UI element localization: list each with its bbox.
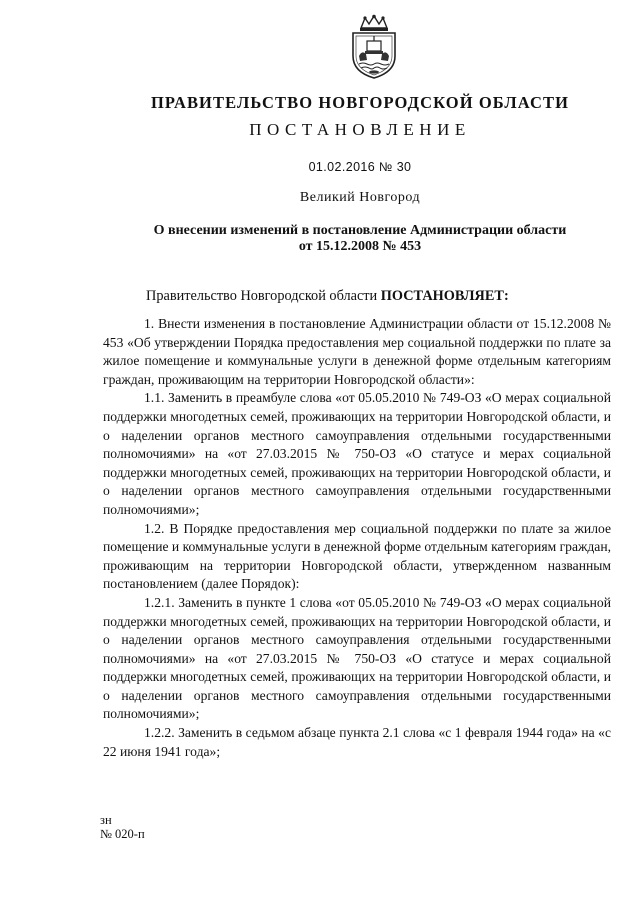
paragraph-1-2: 1.2. В Порядке предоставления мер социальной поддержки по плате за жилое помещение и коммунальные услуги в денежной форме отдельным категориям граждан, проживающим на территории Новгородской области, утвержденном названным постановлением (далее Порядок): (103, 520, 611, 592)
date-and-number: 01.02.2016 № 30 (308, 160, 412, 174)
document-footer (100, 813, 145, 841)
intro-prefix: Правительство Новгородской области (146, 288, 381, 304)
city: Великий Новгород (299, 190, 421, 205)
paragraph-1-2-2: 1.2.2. Заменить в седьмом абзаце пункта 2.1 слова «с 1 февраля 1944 года» на «с 22 июня 1941 года»; (103, 725, 611, 759)
coat-of-arms-emblem (343, 14, 405, 80)
paragraph-1: 1. Внести изменения в постановление Администрации области от 15.12.2008 № 453 «Об утверждении Порядка предоставления мер социальной поддержки по плате за жилое помещение и коммунальные услуги в денежной форме отдельным категориям граждан, проживающим на территории Новгородской области»: (103, 316, 611, 387)
footer-number: № 020-п (100, 827, 145, 841)
paragraph-1-2-1: 1.2.1. Заменить в пункте 1 слова «от 05.05.2010 № 749-ОЗ «О мерах социальной поддержки многодетных семей, проживающих на территории Новгородской области, и о наделении органов местного самоуправления отдельными государственными полномочиями» на «от 27.03.2015 № 750-ОЗ «О статусе и мерах социальной поддержки многодетных семей, проживающих на территории Новгородской области, и о наделении органов местного самоуправления отдельными государственными полномочиями»; (103, 594, 611, 722)
footer-initials: зн (100, 813, 112, 827)
subject-line-1: О внесении изменений в постановление Администрации области (153, 223, 567, 238)
document-subject (130, 223, 590, 255)
coat-of-arms-icon (343, 14, 405, 80)
subject-line-2: от 15.12.2008 № 453 (298, 239, 422, 254)
paragraph-1-1: 1.1. Заменить в преамбуле слова «от 05.05.2010 № 749-ОЗ «О мерах социальной поддержки многодетных семей, проживающих на территории Новгородской области, и о наделении органов местного самоуправления отдельными государственными полномочиями» на «от 27.03.2015 № 750-ОЗ «О статусе и мерах социальной поддержки многодетных семей, проживающих на территории Новгородской области, и о наделении органов местного самоуправления отдельными государственными полномочиями»; (103, 390, 611, 517)
resolution-intro (146, 288, 509, 305)
intro-action: ПОСТАНОВЛЯЕТ: (380, 288, 509, 304)
document-body (103, 315, 611, 761)
document-type: ПОСТАНОВЛЕНИЕ (249, 120, 471, 139)
government-title: ПРАВИТЕЛЬСТВО НОВГОРОДСКОЙ ОБЛАСТИ (150, 93, 570, 112)
